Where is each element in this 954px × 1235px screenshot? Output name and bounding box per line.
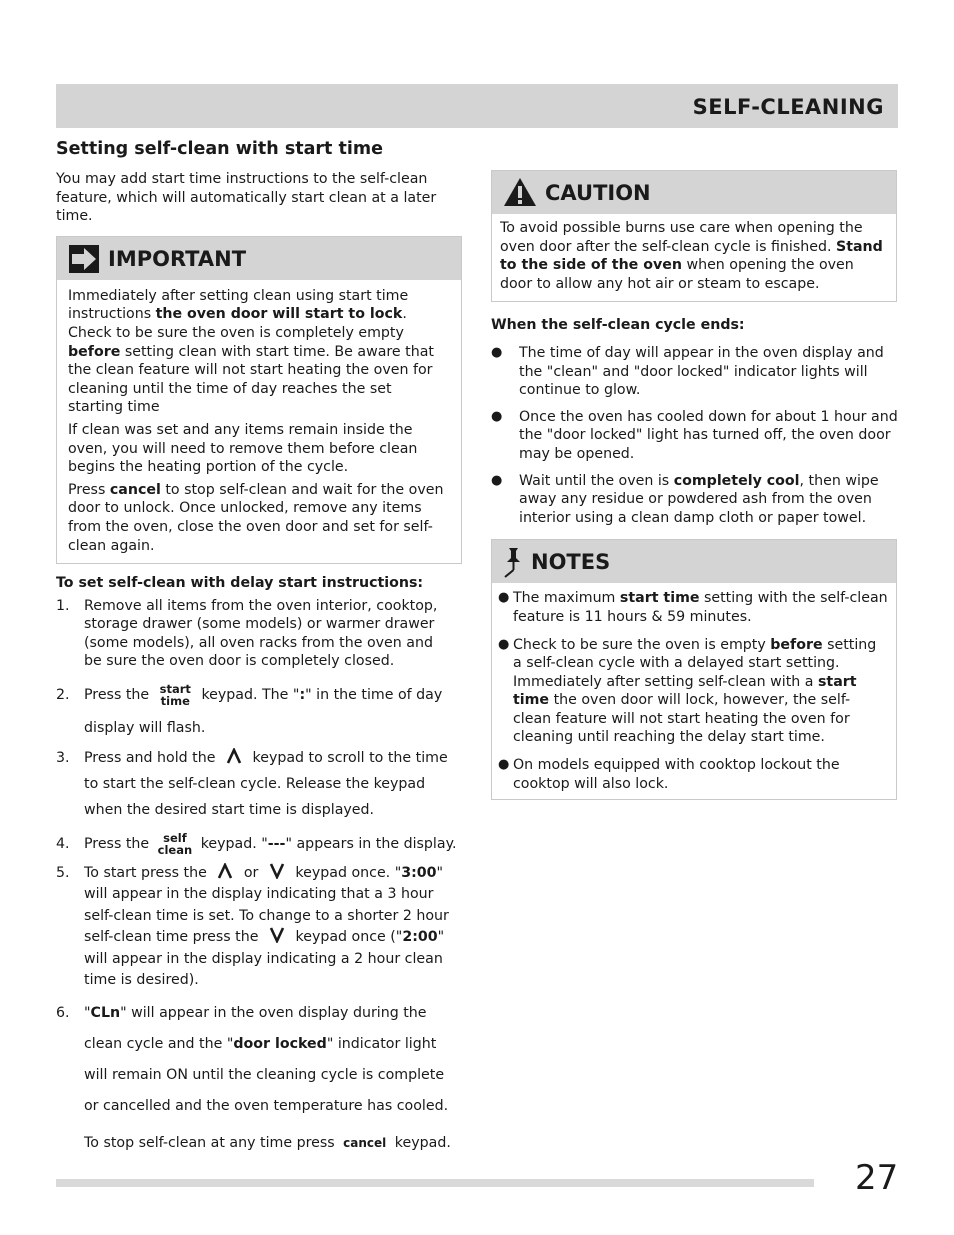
list-item (492, 756, 888, 793)
text: " indicator light will remain ON until the cleaning cycle is complete or cancelled and the oven temperature has cooled. (84, 1035, 449, 1114)
bullet-icon: ● (498, 590, 510, 606)
notes-title: NOTES (531, 550, 611, 575)
emphasis: door locked (233, 1035, 327, 1052)
text: setting clean with start time. Be aware that the clean feature will not start heating the oven for cleaning until the time of day reaches the set starting time (68, 343, 434, 416)
important-header (57, 237, 461, 280)
emphasis: : (299, 686, 306, 703)
step-number: 2. (56, 686, 70, 703)
steps-list (56, 597, 463, 1153)
text: keypad. (394, 1134, 451, 1151)
emphasis: cancel (109, 481, 161, 498)
arrow-right-icon (69, 245, 99, 273)
section-title: SELF-CLEANING (692, 95, 884, 119)
section-header-bar (56, 84, 898, 128)
emphasis: start time (619, 590, 700, 607)
list-item (492, 589, 888, 626)
list-item (492, 636, 888, 748)
text: Press the (84, 835, 150, 852)
step-number: 4. (56, 835, 70, 852)
list-text: The time of day will appear in the oven display and the "clean" and "door locked" indicator lights will continue to glow. (519, 344, 884, 399)
keypad-label: start (159, 681, 191, 696)
bullet-icon: ● (491, 472, 503, 488)
text: keypad once. " (295, 864, 402, 881)
list-item (491, 344, 898, 400)
page-number: 27 (855, 1158, 899, 1198)
text: " will appear in the display indicating that a 3 hour self-clean time is set. To change to a shorter 2 hour self-clean time press the (84, 864, 449, 946)
text: The maximum (513, 590, 620, 607)
text: To avoid possible burns use care when opening the oven door after the self-clean cycle is finished. (500, 220, 863, 255)
step-number: 5. (56, 864, 70, 881)
emphasis: 2:00 (402, 929, 438, 946)
subsection-title: Setting self-clean with start time (56, 139, 383, 159)
step-number: 3. (56, 749, 70, 766)
text: " in the time of day display will flash. (84, 686, 443, 736)
warning-icon (503, 177, 537, 207)
text: the oven door will lock, however, the self-clean feature will not start heating the oven for cleaning until reaching the delay start time. (513, 692, 851, 746)
step-number: 1. (56, 597, 70, 614)
important-paragraph-1 (68, 287, 451, 417)
important-paragraph-3 (68, 481, 451, 555)
text: setting with the self-clean feature is 11 hours & 59 minutes. (513, 590, 888, 625)
text: Check to be sure the oven is empty (513, 636, 771, 653)
text: Press the (84, 686, 150, 703)
cycle-ends-list (491, 344, 898, 527)
caution-text (500, 219, 888, 293)
list-text: On models equipped with cooktop lockout the cooktop will also lock. (513, 757, 840, 792)
list-item (491, 472, 898, 528)
chevron-down-icon (269, 927, 285, 943)
important-paragraph-2: If clean was set and any items remain inside the oven, you will need to remove them before clean begins the heating portion of the cycle. (68, 421, 418, 476)
emphasis: 3:00 (401, 864, 437, 881)
text: " (84, 1004, 91, 1021)
text: " will appear in the oven display during the clean cycle and the " (84, 1004, 427, 1052)
pushpin-icon (500, 546, 526, 578)
text: " will appear in the display indicating a 2 hour clean time is desired). (84, 929, 445, 989)
text: Press and hold the (84, 749, 216, 766)
step-number: 6. (56, 1004, 70, 1021)
intro-text: You may add start time instructions to the self-clean feature, which will automatically start clean at a later time. (56, 171, 437, 225)
step-item (56, 679, 463, 745)
text: Wait until the oven is (519, 472, 674, 489)
step-item (56, 597, 463, 671)
emphasis: CLn (90, 1004, 121, 1021)
caution-box (491, 170, 897, 302)
important-box (56, 236, 462, 564)
text: keypad once (" (295, 929, 403, 946)
text: Immediately after setting clean using start time instructions (68, 287, 409, 323)
list-text: Once the oven has cooled down for about 1 hour and the "door locked" light has turned off, the oven door may be opened. (519, 408, 898, 462)
emphasis: before (68, 343, 121, 360)
step-item (56, 998, 463, 1122)
chevron-up-icon (217, 863, 233, 879)
important-body (57, 280, 461, 563)
important-title: IMPORTANT (108, 246, 247, 271)
text: , then wipe away any residue or powdered ash from the oven interior using a clean damp cloth or paper towel. (519, 472, 879, 526)
text: " appears in the display. (285, 835, 457, 852)
text: To start press the (84, 864, 207, 881)
keypad-label: time (160, 693, 190, 708)
step-item (56, 745, 463, 823)
emphasis: the oven door will start to lock (155, 306, 403, 323)
step-text: Remove all items from the oven interior, cooktop, storage drawer (some models) or warmer drawer (some models), all oven racks from the oven and be sure the oven door is completely closed. (84, 597, 438, 670)
caution-body (492, 214, 896, 301)
emphasis: completely cool (673, 472, 800, 489)
bullet-icon: ● (491, 408, 503, 424)
text: keypad. The " (201, 686, 300, 703)
stop-instruction (56, 1134, 463, 1153)
text: keypad. " (200, 835, 268, 852)
emphasis: before (770, 636, 823, 653)
text: or (243, 864, 259, 881)
caution-header (492, 171, 896, 214)
text: . Check to be sure the oven is completely empty (68, 306, 407, 341)
step-item (56, 831, 463, 857)
step-item (56, 863, 463, 992)
text: setting a self-clean cycle with a delayed start setting. Immediately after setting self-clean with a (513, 636, 877, 690)
list-item (491, 408, 898, 464)
text: Press (68, 481, 110, 498)
footer-bar (56, 1179, 814, 1187)
text: keypad to scroll to the time to start the self-clean cycle. Release the keypad when the desired start time is displayed. (84, 749, 448, 818)
bullet-icon: ● (491, 344, 503, 360)
keypad-label: self (163, 830, 187, 845)
steps-heading: To set self-clean with delay start instructions: (56, 575, 424, 592)
cycle-ends-heading: When the self-clean cycle ends: (491, 317, 745, 334)
text: to stop self-clean and wait for the oven door to unlock. Once unlocked, remove any items from the oven, close the oven door and set for self-clean again. (68, 481, 444, 554)
left-column (56, 138, 463, 1152)
text: when opening the oven door to allow any hot air or steam to escape. (500, 257, 854, 292)
start-time-keypad-icon (160, 683, 191, 707)
emphasis: Stand to the side of the oven (500, 238, 883, 274)
emphasis: start time (513, 673, 857, 709)
right-column (491, 170, 898, 800)
notes-list (492, 589, 888, 793)
bullet-icon: ● (498, 757, 510, 773)
notes-body (492, 583, 896, 799)
text: To stop self-clean at any time press (84, 1134, 335, 1151)
keypad-label: clean (157, 842, 193, 857)
caution-title: CAUTION (545, 181, 651, 205)
chevron-down-icon (269, 863, 285, 879)
chevron-up-icon (226, 748, 242, 764)
bullet-icon: ● (498, 636, 510, 652)
notes-box (491, 539, 897, 800)
self-clean-keypad-icon (158, 832, 193, 856)
cancel-keypad-icon: cancel (343, 1135, 387, 1150)
emphasis: --- (267, 835, 286, 852)
notes-header (492, 540, 896, 583)
